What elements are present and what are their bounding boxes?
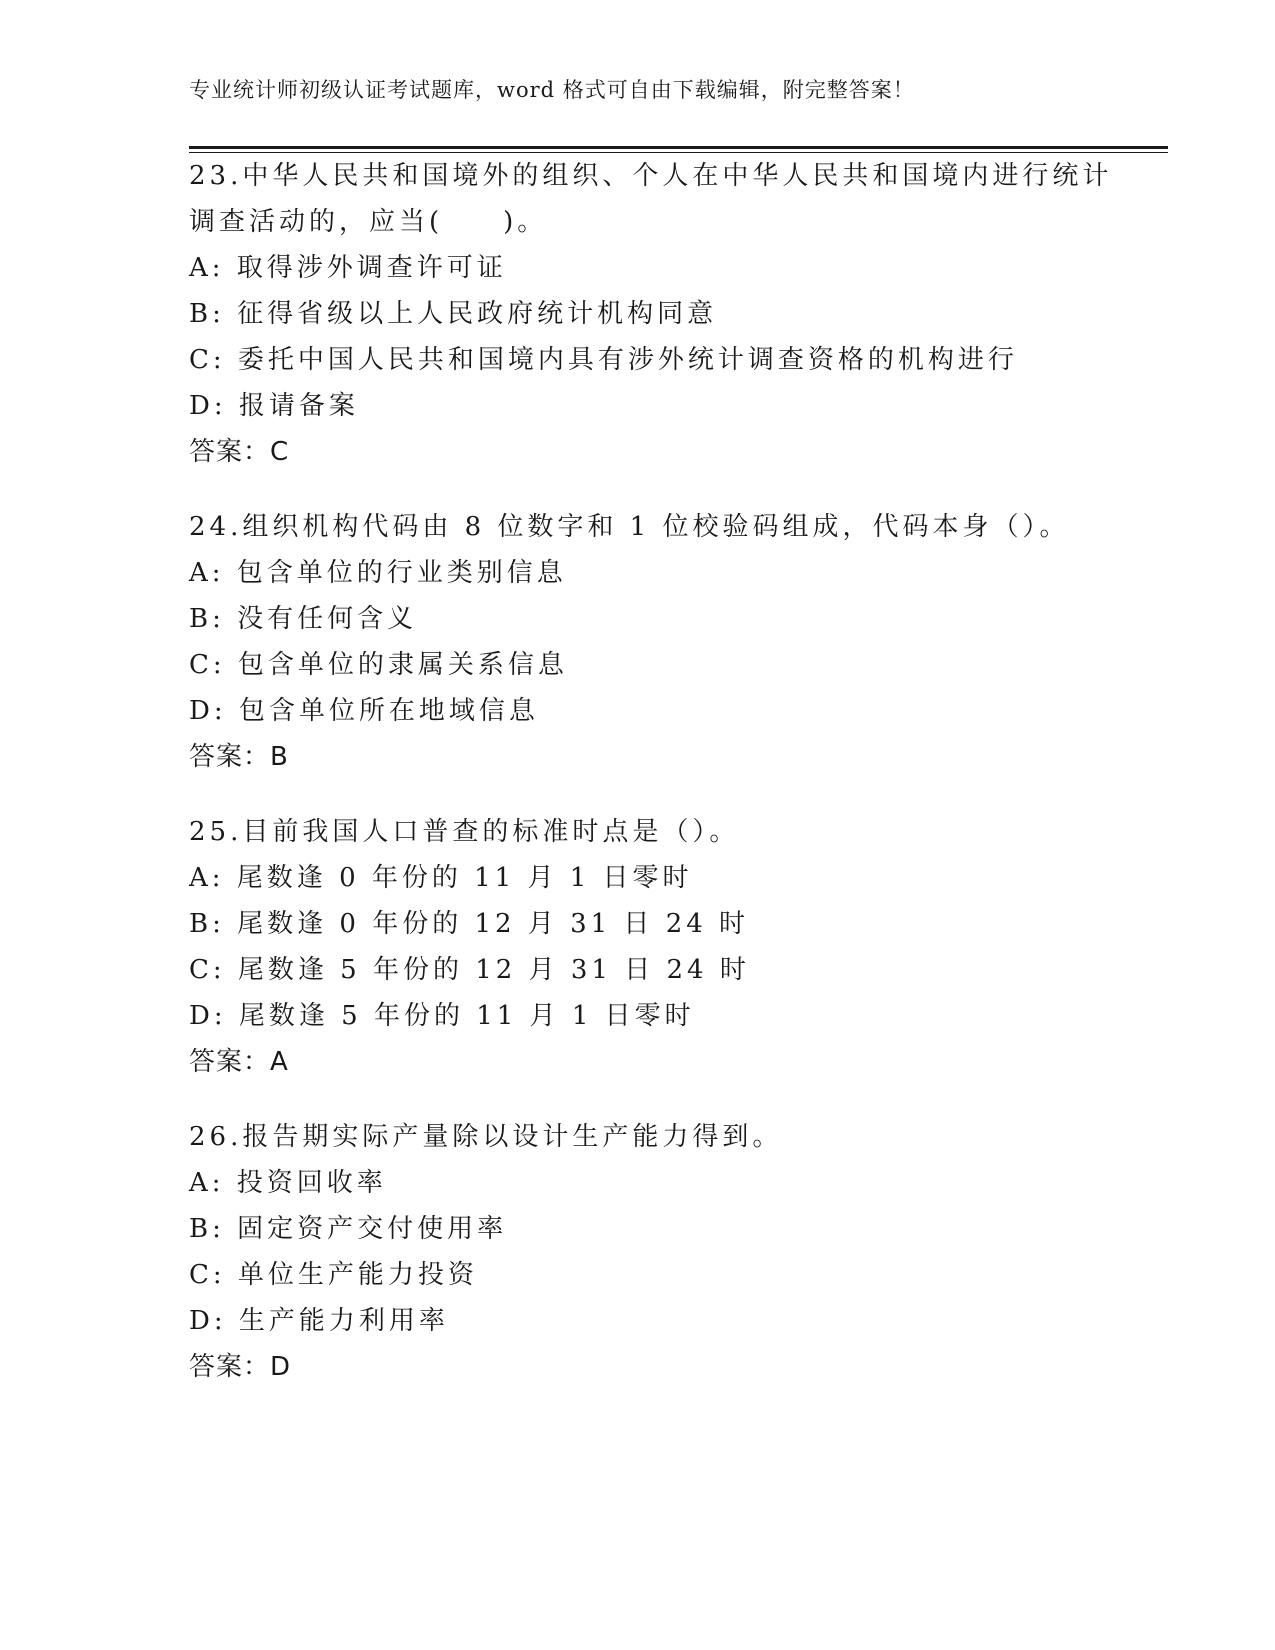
option-a: A: 取得涉外调查许可证: [189, 253, 507, 283]
option-d: D: 生产能力利用率: [189, 1306, 449, 1336]
option-a: A: 包含单位的行业类别信息: [189, 558, 567, 588]
option-c: C: 尾数逢 5 年份的 12 月 31 日 24 时: [189, 955, 750, 985]
question-25: [189, 809, 1089, 1085]
question-24: [189, 504, 1089, 780]
option-d: D: 报请备案: [189, 391, 359, 421]
question-stem: 25.目前我国人口普查的标准时点是（）。: [189, 817, 740, 847]
option-c: C: 单位生产能力投资: [189, 1260, 478, 1290]
option-c: C: 包含单位的隶属关系信息: [189, 650, 568, 680]
option-d: D: 尾数逢 5 年份的 11 月 1 日零时: [189, 1001, 695, 1031]
question-23: [189, 153, 1113, 475]
option-b: B: 征得省级以上人民政府统计机构同意: [189, 299, 718, 329]
question-stem: 24.组织机构代码由 8 位数字和 1 位校验码组成，代码本身（）。: [189, 512, 1070, 542]
answer: 答案：B: [189, 742, 289, 772]
answer: 答案：D: [189, 1352, 292, 1382]
question-stem: 23.中华人民共和国境外的组织、个人在中华人民共和国境内进行统计: [189, 161, 1113, 191]
question-26: [189, 1114, 1089, 1390]
answer: 答案：A: [189, 1047, 289, 1077]
option-b: B: 没有任何含义: [189, 604, 418, 634]
document-header: 专业统计师初级认证考试题库，word 格式可自由下载编辑，附完整答案！: [189, 78, 915, 102]
option-c: C: 委托中国人民共和国境内具有涉外统计调查资格的机构进行: [189, 345, 1018, 375]
question-stem: 26.报告期实际产量除以设计生产能力得到。: [189, 1122, 783, 1152]
header-rule-thick: [189, 146, 1168, 149]
answer: 答案：C: [189, 437, 290, 467]
option-b: B: 固定资产交付使用率: [189, 1214, 508, 1244]
question-stem-continued: 调查活动的，应当( )。: [189, 207, 548, 237]
option-b: B: 尾数逢 0 年份的 12 月 31 日 24 时: [189, 909, 750, 939]
option-a: A: 尾数逢 0 年份的 11 月 1 日零时: [189, 863, 693, 893]
option-d: D: 包含单位所在地域信息: [189, 696, 539, 726]
option-a: A: 投资回收率: [189, 1168, 387, 1198]
